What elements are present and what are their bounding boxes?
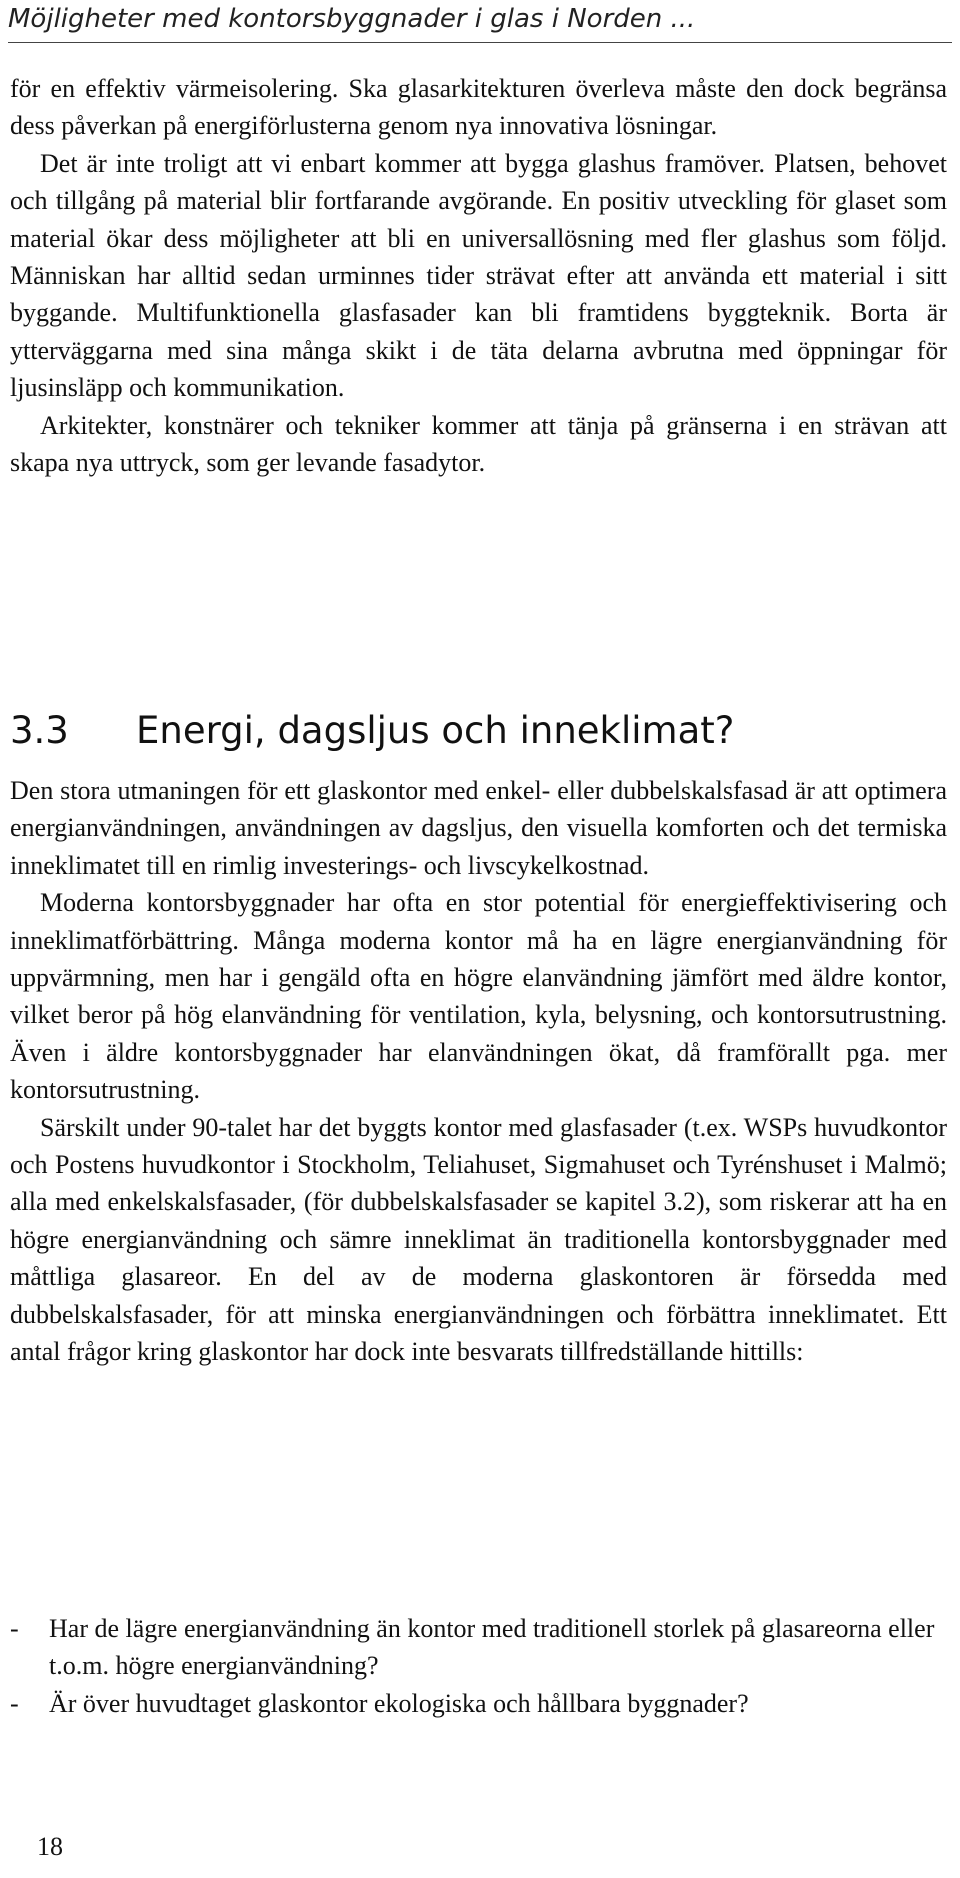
list-item-text: Har de lägre energianvändning än kontor med traditionell storlek på glasareorna eller t.o.m. högre energianvändning? [49,1614,935,1681]
paragraph: Arkitekter, konstnärer och tekniker kommer att tänja på gränserna i en strävan att skapa nya uttryck, som ger levande fasadytor. [10,410,947,478]
intro-text-block [10,70,947,481]
section-heading [10,706,950,756]
section-text-block [10,772,947,1371]
paragraph: för en effektiv värmeisolering. Ska glasarkitekturen överleva måste den dock begränsa dess påverkan på energiförlusterna genom nya innovativa lösningar. [10,74,947,141]
running-header: Möjligheter med kontorsbyggnader i glas i Norden ... [8,4,696,34]
list-item-text: Är över huvudtaget glaskontor ekologiska och hållbara byggnader? [49,1688,749,1718]
dash-bullet: - [10,1614,19,1643]
header-divider [8,42,952,43]
paragraph: Moderna kontorsbyggnader har ofta en stor potential för energieffektivisering och inneklimatförbättring. Många moderna kontor må ha en lägre energianvändning för uppvärmning, men har i gengäld ofta en högre elanvändning jämfört med äldre kontor, vilket beror på hög elanvändning för ventilation, kyla, belysning, och kontorsutrustning. Även i äldre kontorsbyggnader har elanvändningen ökat, då framförallt pga. mer kontorsutrustning. [10,888,947,1105]
section-number: 3.3 [10,709,69,752]
list-item [10,1610,947,1685]
question-list [10,1610,947,1722]
paragraph: Det är inte troligt att vi enbart kommer att bygga glashus framöver. Platsen, behovet och tillgång på material blir fortfarande avgörande. En positiv utveckling för glaset som material ökar dess möjligheter att bli en universallösning med fler glashus som följd. Människan har alltid sedan urminnes tider strävat efter att använda ett material i sitt byggande. Multifunktionella glasfasader kan bli framtidens byggteknik. Borta är ytterväggarna med sina många skikt i de täta delarna avbrutna med öppningar för ljusinsläpp och kommunikation. [10,148,947,403]
page-number: 18 [37,1832,63,1861]
dash-bullet: - [10,1688,19,1718]
paragraph: Den stora utmaningen för ett glaskontor med enkel- eller dubbelskalsfasad är att optimera energianvändningen, användningen av dagsljus, den visuella komforten och det termiska inneklimatet till en rimlig investerings- och livscykelkostnad. [10,776,947,880]
list-item [10,1685,947,1722]
section-title: Energi, dagsljus och inneklimat? [136,709,735,752]
paragraph: Särskilt under 90-talet har det byggts kontor med glasfasader (t.ex. WSPs huvudkontor och Postens huvudkontor i Stockholm, Teliahuset, Sigmahuset och Tyrénshuset i Malmö; alla med enkelskalsfasader, (för dubbelskalsfasader se kapitel 3.2), som riskerar att ha en högre energianvändning och sämre inneklimat än traditionella kontorsbyggnader med måttliga glasareor. En del av de moderna glaskontoren är försedda med dubbelskalsfasader, för att minska energianvändningen och förbättra inneklimatet. Ett antal frågor kring glaskontor har dock inte besvarats tillfredställande hittills: [10,1112,947,1367]
